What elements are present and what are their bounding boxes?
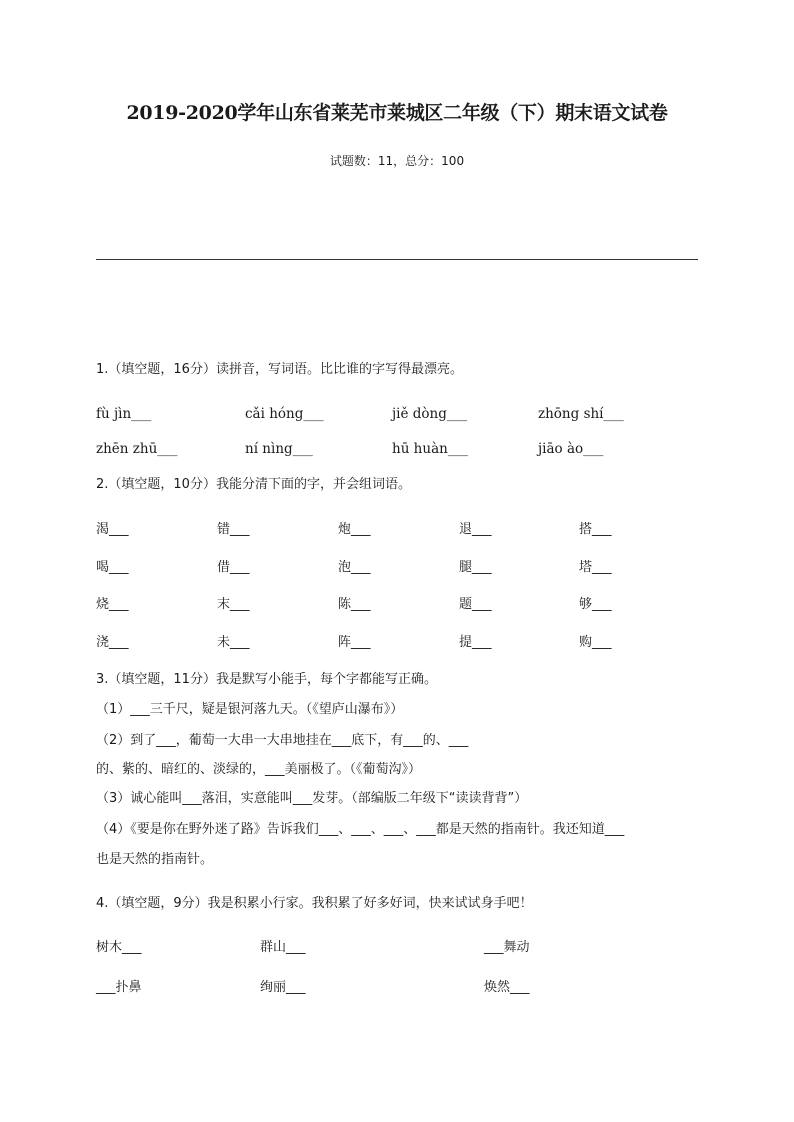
q2-item: 塔___ [579, 560, 612, 575]
question-3-stem: 3.（填空题，11分）我是默写小能手，每个字都能写正确。 [96, 672, 437, 687]
exam-summary: 试题数：11，总分：100 [329, 154, 465, 168]
q2-item: 炮___ [338, 522, 371, 537]
q2-item: 借___ [217, 560, 250, 575]
q2-item: 错___ [217, 522, 250, 537]
q2-item: 退___ [459, 522, 492, 537]
q3-line: （2）到了___，葡萄一大串一大串地挂在___底下，有___的、___ [96, 733, 469, 748]
q3-line: （1）___三千尺，疑是银河落九天。（《望庐山瀑布》） [96, 702, 404, 717]
q1-item: zhēn zhū___ [96, 441, 178, 457]
q1-item: hū huàn___ [392, 441, 469, 457]
q2-item: 喝___ [96, 560, 129, 575]
q2-item: 搭___ [579, 522, 612, 537]
q4-item: 焕然___ [484, 980, 530, 995]
q1-item: zhōng shí___ [538, 406, 624, 422]
q2-item: 末___ [217, 597, 250, 612]
q4-item: ___舞动 [484, 940, 530, 955]
q3-line: 也是天然的指南针。 [96, 852, 214, 867]
q3-line: 的、紫的、暗红的、淡绿的，___美丽极了。（《葡萄沟》） [96, 762, 422, 777]
q2-item: 泡___ [338, 560, 371, 575]
divider-line [96, 259, 698, 260]
q1-item: jiāo ào___ [538, 441, 604, 457]
q4-item: 树木___ [96, 940, 142, 955]
q2-item: 陈___ [338, 597, 371, 612]
q2-item: 提___ [459, 635, 492, 650]
question-2-stem: 2.（填空题，10分）我能分清下面的字，并会组词语。 [96, 477, 411, 492]
q2-item: 购___ [579, 635, 612, 650]
q2-item: 阵___ [338, 635, 371, 650]
q2-item: 未___ [217, 635, 250, 650]
q1-item: jiě dòng___ [392, 406, 468, 422]
q4-item: 绚丽___ [260, 980, 306, 995]
q2-item: 够___ [579, 597, 612, 612]
q3-line: （4）《要是你在野外迷了路》告诉我们___、___、___、___都是天然的指南针。我还知道___ [96, 822, 625, 837]
q3-line: （3）诚心能叫___落泪，实意能叫___发芽。（部编版二年级下“读读背背”） [96, 791, 528, 806]
question-4-stem: 4.（填空题，9分）我是积累小行家。我积累了好多好词，快来试试身手吧！ [96, 896, 533, 911]
q1-item: cǎi hóng___ [245, 406, 324, 422]
page-title: 2019-2020学年山东省莱芜市莱城区二年级（下）期末语文试卷 [126, 102, 668, 124]
question-1-stem: 1.（填空题，16分）读拼音，写词语。比比谁的字写得最漂亮。 [96, 362, 463, 377]
q1-item: ní nìng___ [245, 441, 313, 457]
q2-item: 题___ [459, 597, 492, 612]
q4-item: ___扑鼻 [96, 980, 142, 995]
q2-item: 渴___ [96, 522, 129, 537]
q2-item: 腿___ [459, 560, 492, 575]
q2-item: 烧___ [96, 597, 129, 612]
q1-item: fù jìn___ [96, 406, 152, 422]
q4-item: 群山___ [260, 940, 306, 955]
q2-item: 浇___ [96, 635, 129, 650]
